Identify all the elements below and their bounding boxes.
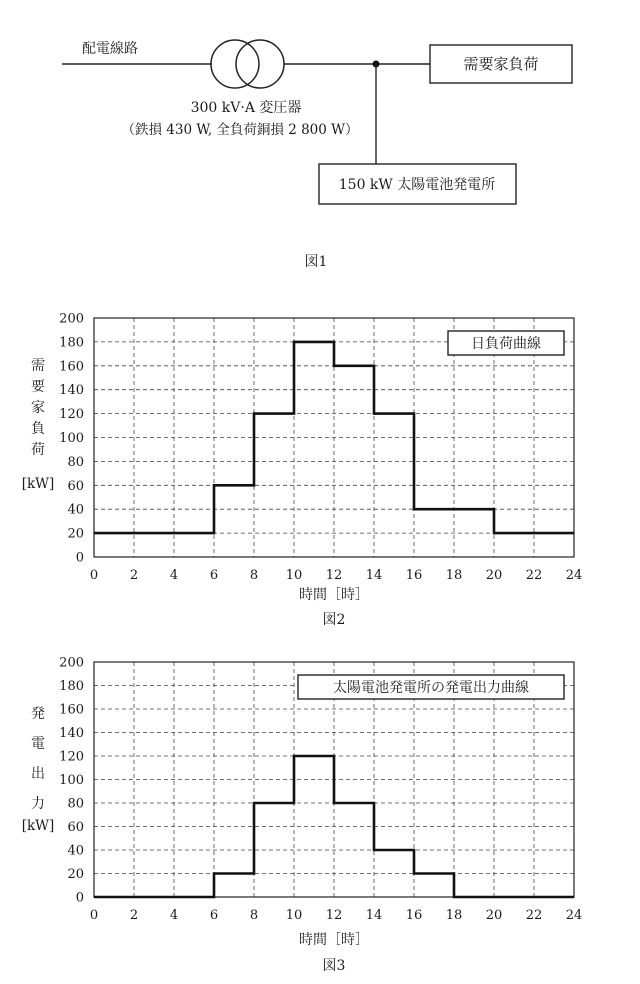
y-tick-label: 80 [67,454,84,470]
y-tick-label: 200 [59,655,84,671]
x-tick-label: 18 [445,568,463,583]
x-tick-label: 8 [249,908,259,923]
y-tick-label: 60 [67,820,84,835]
x-tick-label: 12 [325,908,343,923]
x-tick-label: 6 [209,908,219,923]
y-axis-label [31,706,45,812]
figure-3-caption: 図3 [322,958,346,974]
y-tick-label: 180 [59,335,84,351]
y-tick-labels [59,656,84,906]
x-tick-label: 4 [169,568,179,583]
transformer-label: 300 kV·A 変圧器 [190,100,302,116]
x-tick-label: 14 [365,568,383,583]
x-tick-label: 20 [485,908,503,923]
y-tick-label: 20 [67,867,84,882]
x-tick-label: 16 [405,908,423,923]
y-tick-label: 80 [67,796,84,812]
x-tick-labels [90,908,582,923]
transformer-secondary-coil [236,40,284,88]
y-axis-label-char: 家 [31,400,45,416]
y-tick-label: 100 [59,773,84,788]
x-tick-label: 24 [565,568,583,583]
y-tick-label: 180 [59,679,84,694]
y-axis-label-char: 電 [31,736,45,752]
figure-2-caption: 図2 [322,612,346,628]
x-tick-label: 0 [89,908,99,923]
x-tick-label: 22 [525,908,543,923]
y-axis-label-char: 需 [31,358,45,374]
y-axis-unit: [kW] [21,818,55,834]
x-tick-label: 16 [405,568,423,583]
x-tick-label: 4 [169,908,179,923]
y-tick-label: 0 [75,890,84,906]
x-tick-label: 6 [209,568,219,583]
x-tick-label: 10 [285,568,303,583]
y-tick-label: 140 [59,383,84,399]
y-axis-label-char: 力 [31,796,45,812]
y-axis-label-char: 荷 [31,442,45,458]
y-tick-label: 120 [59,407,84,423]
chart-title: 太陽電池発電所の発電出力曲線 [333,680,529,696]
x-axis-label: 時間［時］ [299,932,369,948]
x-tick-label: 20 [485,568,503,583]
x-tick-label: 2 [129,908,139,923]
transformer-primary-coil [211,40,259,88]
x-tick-label: 10 [285,908,303,923]
y-tick-label: 100 [59,431,84,446]
solar-output-chart [22,656,583,975]
y-tick-label: 140 [59,726,84,741]
daily-load-chart [22,312,583,629]
y-tick-label: 200 [59,311,84,327]
x-tick-labels [90,568,582,583]
x-tick-label: 18 [445,908,463,923]
y-axis-label [31,358,46,458]
y-tick-label: 160 [59,359,84,375]
load-label: 需要家負荷 [463,55,539,73]
y-axis-label-char: 発 [31,706,45,722]
x-axis-label: 時間［時］ [299,587,369,603]
x-tick-label: 12 [325,568,343,583]
figure-1-caption: 図1 [304,254,328,270]
chart-title: 日負荷曲線 [471,336,541,352]
x-tick-label: 22 [525,568,543,583]
y-axis-label-char: 負 [31,421,45,437]
x-tick-label: 14 [365,908,383,923]
x-tick-label: 24 [565,908,583,923]
y-tick-label: 60 [67,478,84,494]
x-tick-label: 2 [129,568,139,583]
y-tick-label: 40 [67,502,84,518]
y-tick-label: 20 [67,526,84,542]
transformer-loss-label: （鉄損 430 W, 全負荷銅損 2 800 W） [121,122,359,138]
y-tick-label: 120 [59,749,84,765]
y-axis-label-char: 要 [31,379,45,395]
y-tick-label: 160 [59,702,84,718]
circuit-diagram [62,40,572,270]
solar-plant-label: 150 kW 太陽電池発電所 [338,177,496,193]
y-tick-label: 0 [75,550,84,566]
x-tick-label: 8 [249,568,259,583]
y-axis-unit: [kW] [21,476,55,492]
x-tick-label: 0 [89,568,99,583]
distribution-line-label: 配電線路 [82,41,138,57]
y-axis-label-char: 出 [31,766,45,782]
y-tick-labels [59,312,84,566]
y-tick-label: 40 [67,843,84,859]
